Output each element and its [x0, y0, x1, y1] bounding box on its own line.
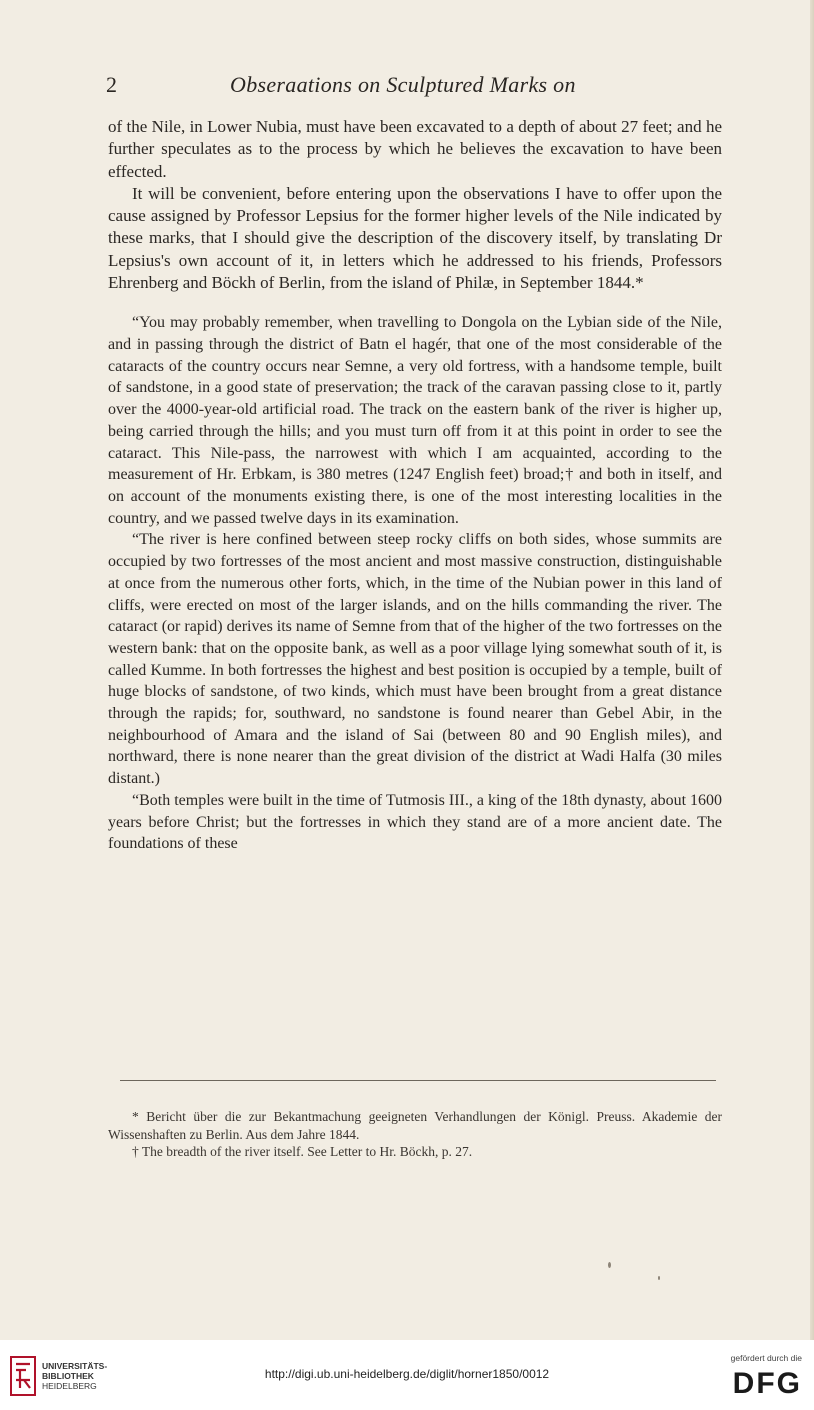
viewer-footer [0, 1340, 814, 1410]
paper-speck [658, 1276, 660, 1280]
library-name-line: HEIDELBERG [42, 1381, 97, 1391]
letter-paragraph: “Both temples were built in the time of Tutmosis III., a king of the 18th dynasty, about 1600 years before Christ; but the fortresses in which they stand are of a more ancient date. The foundations of these [108, 791, 723, 853]
letter-paragraph: “You may probably remember, when travelling to Dongola on the Lybian side of the Nile, and in passing through the district of Batn el hagér, that one of the most considerable of the cataracts of the country occurs near Semne, a very old fortress, with a handsome temple, built of sandstone, in a good state of preservation; the track of the caravan passing close to it, partly over the 4000-year-old artificial road. The track on the eastern bank of the river is higher up, being carried through the hills; and you must turn off from it at this point in order to see the cataract. This Nile-pass, the narrowest with which I am acquainted, according to the measurement of Hr. Erbkam, is 380 metres (1247 English feet) broad;† and both in itself, and on account of the monuments existing there, is one of the most interesting localities in the country, and we passed twelve days in its examination. [108, 314, 722, 527]
permalink-url[interactable]: http://digi.ub.uni-heidelberg.de/diglit/horner1850/0012 [264, 1367, 550, 1381]
running-title: Obseraations on Sculptured Marks on [230, 72, 576, 97]
paper-speck [608, 1262, 611, 1268]
library-name-line: UNIVERSITÄTS- [42, 1361, 108, 1371]
funder-caption: gefördert durch die [730, 1353, 802, 1363]
paragraph-gap [108, 294, 722, 312]
letter-paragraph: “The river is here confined between steep rocky cliffs on both sides, whose summits are occupied by two fortresses of the most ancient and most massive construction, distinguishable at once from the numerous other forts, which, in the time of the Nubian power in this land of cliffs, were erected on most of the larger islands, and on the hills commanding the river. The cataract (or rapid) derives its name of Semne from that of the higher of the two fortresses on the western bank: that on the opposite bank, as well as a poor village lying somewhat south of it, is called Kumme. In both fortresses the highest and best position is occupied by a temple, built of huge blocks of sandstone, of two kinds, which must have been brought from a great distance through the rapids; for, southward, no sandstone is found nearer than Gebel Abir, in the neighbourhood of Amara and the island of Sai (between 80 and 90 English miles), and northward, there is none nearer than the great division of the district at Wadi Halfa (30 miles distant.) [108, 531, 723, 788]
paragraph: of the Nile, in Lower Nubia, must have been excavated to a depth of about 27 feet; and he further speculates as to the process by which he believes the excavation to have been effected. [108, 117, 722, 181]
paragraph: It will be convenient, before entering upon the observations I have to offer upon the cause assigned by Professor Lepsius for the former higher levels of the Nile indicated by these marks, that I should give the description of the discovery itself, by translating Dr Lepsius's own account of it, in letters which he addressed to his friends, Professors Ehrenberg and Böckh of Berlin, from the island of Philæ, in September 1844.* [108, 183, 722, 293]
body-text [108, 116, 722, 855]
footnotes [108, 1108, 722, 1161]
footnote: * Bericht über die zur Bekantmachung geeigneten Verhandlungen der Königl. Preuss. Akademie der Wissenshaften zu Berlin. Aus dem Jahre 1844. [108, 1109, 722, 1142]
running-head [106, 72, 726, 102]
page-edge [810, 0, 814, 1340]
library-name-line: BIBLIOTHEK [42, 1371, 94, 1381]
page-number: 2 [106, 72, 117, 97]
dfg-logo: DFG [732, 1367, 802, 1400]
footnote-rule [120, 1080, 716, 1081]
footnote: † The breadth of the river itself. See Letter to Hr. Böckh, p. 27. [132, 1144, 473, 1159]
